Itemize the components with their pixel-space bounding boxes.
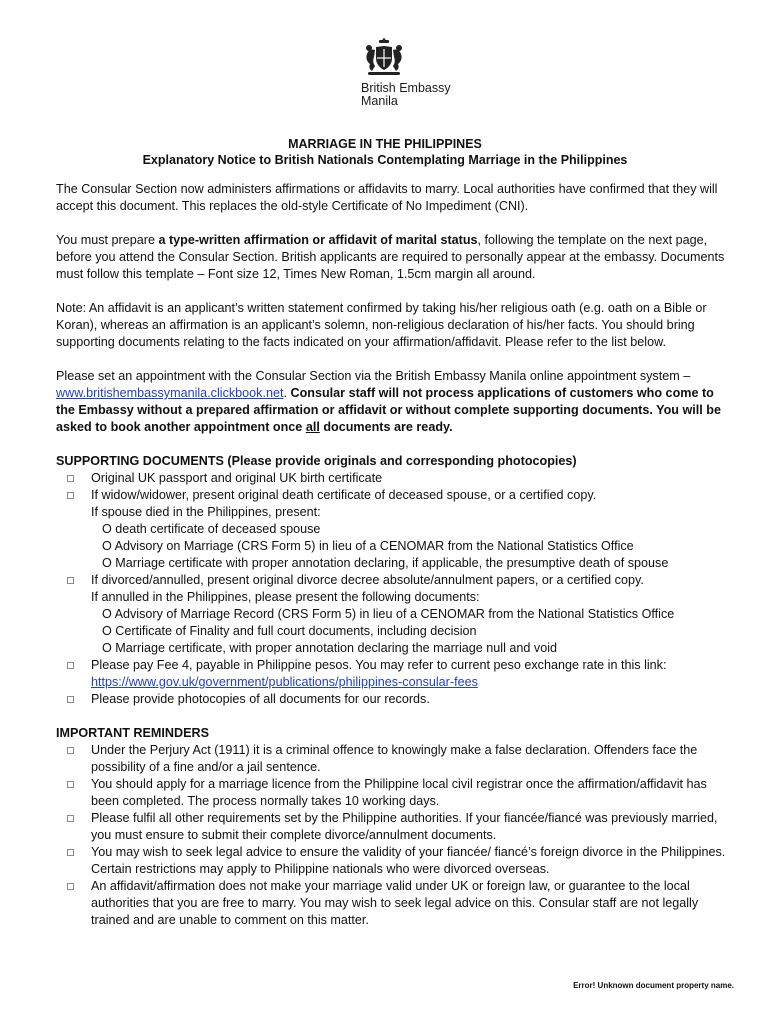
supporting-documents-heading: SUPPORTING DOCUMENTS (Please provide originals and corresponding photocopies)	[56, 454, 577, 468]
appointment-text-mid: .	[283, 386, 291, 400]
sub-item: O death certificate of deceased spouse	[102, 522, 321, 536]
embassy-logo	[360, 38, 470, 110]
clickbook-link[interactable]: www.britishembassymanila.clickbook.net	[56, 386, 284, 400]
checkbox-icon	[67, 662, 74, 669]
appointment-warning: Consular staff will not process applications of customers who come to the Embassy without a prepared affirmation or affidavit or without complete supporting documents. You will be asked to book another appointment once	[56, 386, 721, 434]
reminder-text: Please fulfil all other requirements set by the Philippine authorities. If your fiancée/fiancé was previously married, you must ensure to submit their complete divorce/annulment documents.	[91, 811, 718, 842]
appointment-text-pre: Please set an appointment with the Consular Section via the British Embassy Manila online appointment system –	[56, 369, 691, 383]
list-item	[56, 657, 736, 691]
page-subtitle: Explanatory Notice to British Nationals Contemplating Marriage in the Philippines	[142, 153, 628, 167]
royal-crest-icon	[360, 38, 408, 78]
reminder-text: You may wish to seek legal advice to ensure the validity of your fiancée/ fiancé’s foreign divorce in the Philippines. Certain restrictions may apply to Philippine nationals who were divorced overseas.	[91, 845, 726, 876]
reminder-item	[56, 878, 736, 929]
sub-item: O Marriage certificate, with proper annotation declaring the marriage null and void	[102, 641, 558, 655]
appointment-all: all	[305, 420, 320, 434]
checkbox-icon	[67, 747, 74, 754]
logo-line-1: British Embassy	[361, 81, 451, 95]
checkbox-icon	[67, 696, 74, 703]
sub-heading: If annulled in the Philippines, please present the following documents:	[91, 590, 480, 604]
template-paragraph	[56, 232, 736, 283]
list-item	[56, 487, 736, 504]
reminder-item	[56, 742, 736, 776]
sub-item: O Marriage certificate with proper annotation declaring, if applicable, the presumptive death of spouse	[102, 556, 669, 570]
list-item	[56, 691, 736, 708]
checkbox-icon	[67, 577, 74, 584]
reminder-item	[56, 776, 736, 810]
footer-error-text: Error! Unknown document property name.	[573, 981, 734, 990]
reminder-text: An affidavit/affirmation does not make your marriage valid under UK or foreign law, or guarantee to the local authorities that you are free to marry. You may wish to seek legal advice on this. Consular staff are not legally trained and are unable to comment on this matter.	[91, 879, 699, 927]
checkbox-icon	[67, 849, 74, 856]
reminder-text: You should apply for a marriage licence from the Philippine local civil registrar once the affirmation/affidavit has been completed. The process normally takes 10 working days.	[91, 777, 707, 808]
list-item-text: Original UK passport and original UK birth certificate	[91, 471, 383, 485]
page-title: MARRIAGE IN THE PHILIPPINES	[288, 137, 482, 151]
consular-fees-link[interactable]: https://www.gov.uk/government/publications/philippines-consular-fees	[91, 675, 478, 689]
checkbox-icon	[67, 475, 74, 482]
checkbox-icon	[67, 883, 74, 890]
appointment-paragraph	[56, 368, 736, 436]
checkbox-icon	[67, 781, 74, 788]
reminder-item	[56, 844, 736, 878]
appointment-warning-end: documents are ready.	[319, 420, 453, 434]
sub-item: O Advisory on Marriage (CRS Form 5) in lieu of a CENOMAR from the National Statistics Office	[102, 539, 634, 553]
list-item-text: Please provide photocopies of all documents for our records.	[91, 692, 430, 706]
logo-line-2: Manila	[361, 94, 398, 108]
list-item-text: Please pay Fee 4, payable in Philippine pesos. You may refer to current peso exchange rate in this link:	[91, 658, 667, 672]
important-reminders-heading: IMPORTANT REMINDERS	[56, 726, 209, 740]
sub-item: O Advisory of Marriage Record (CRS Form 5) in lieu of a CENOMAR from the National Statistics Office	[102, 607, 675, 621]
intro-paragraph: The Consular Section now administers affirmations or affidavits to marry. Local authorities have confirmed that they will accept this document. This replaces the old-style Certificate of No Impediment (CNI).	[56, 182, 718, 213]
document-body	[56, 181, 736, 929]
template-text-bold: a type-written affirmation or affidavit of marital status	[158, 233, 478, 247]
sub-heading: If spouse died in the Philippines, present:	[91, 505, 321, 519]
list-item-text: If divorced/annulled, present original divorce decree absolute/annulment papers, or a certified copy.	[91, 573, 644, 587]
reminder-item	[56, 810, 736, 844]
logo-text	[361, 82, 451, 108]
list-item	[56, 572, 736, 589]
list-item	[56, 470, 736, 487]
checkbox-icon	[67, 815, 74, 822]
sub-item: O Certificate of Finality and full court documents, including decision	[102, 624, 477, 638]
list-item-text: If widow/widower, present original death certificate of deceased spouse, or a certified copy.	[91, 488, 597, 502]
reminder-text: Under the Perjury Act (1911) it is a criminal offence to knowingly make a false declaration. Offenders face the possibility of a fine and/or a jail sentence.	[91, 743, 698, 774]
note-paragraph: Note: An affidavit is an applicant’s written statement confirmed by taking his/her religious oath (e.g. oath on a Bible or Koran), whereas an affirmation is an applicant’s solemn, non-religious declaration of his/her facts. You should bring supporting documents relating to the facts indicated on your affirmation/affidavit. Please refer to the list below.	[56, 301, 707, 349]
template-text-pre: You must prepare	[56, 233, 159, 247]
template-text-post: , following the template on the next page, before you attend the Consular Section. British applicants are required to personally appear at the embassy. Documents must follow this template – Font size 12, Times New Roman, 1.5cm margin all around.	[56, 233, 725, 281]
checkbox-icon	[67, 492, 74, 499]
